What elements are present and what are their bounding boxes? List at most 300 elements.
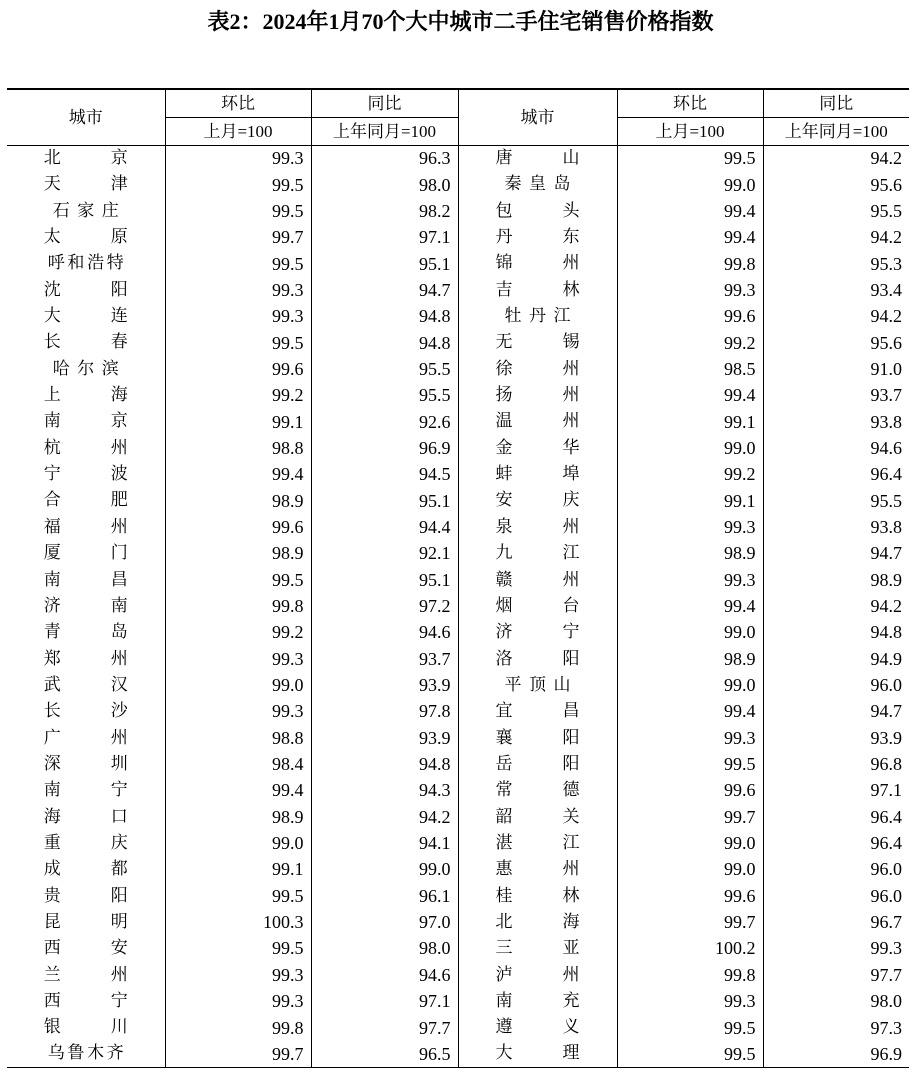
city-cell: [7, 935, 165, 961]
yoy-index: 94.7: [763, 698, 909, 724]
city-cell: [458, 435, 617, 461]
yoy-index: 98.9: [763, 567, 909, 593]
city-name-char: 秦: [504, 174, 522, 195]
mom-index: 99.8: [165, 1014, 311, 1040]
yoy-index: 93.7: [311, 646, 458, 672]
table-row: [7, 408, 909, 434]
city-name-char: 南: [495, 991, 513, 1011]
yoy-index: 97.2: [311, 593, 458, 619]
city-name-char: 贵: [43, 885, 61, 906]
mom-index: 99.7: [165, 224, 311, 250]
city-cell: [7, 1041, 165, 1067]
mom-index: 99.3: [165, 646, 311, 672]
city-cell: [7, 145, 165, 171]
city-name-char: 海: [43, 806, 61, 827]
city-cell: [7, 224, 165, 250]
yoy-index: 93.9: [311, 725, 458, 751]
city-name: [496, 940, 580, 957]
mom-index: 99.3: [165, 303, 311, 329]
city-name-char: 安: [495, 490, 513, 511]
city-name-char: 惠: [495, 859, 513, 880]
yoy-index: 96.0: [763, 883, 909, 909]
city-cell: [7, 698, 165, 724]
city-name: [505, 176, 571, 193]
city-name: [495, 437, 580, 458]
mom-index: 99.7: [617, 804, 763, 830]
city-cell: [7, 408, 165, 434]
city-cell: [458, 883, 617, 909]
city-cell: [7, 250, 165, 276]
yoy-index: 94.8: [311, 303, 458, 329]
city-name-char: 江: [553, 306, 571, 327]
yoy-index: 96.8: [763, 751, 909, 777]
city-cell: [7, 830, 165, 856]
table-row: [7, 698, 909, 724]
city-cell: [458, 145, 617, 171]
mom-index: 99.4: [617, 382, 763, 408]
city-name: [43, 727, 128, 748]
city-name-char: 家: [77, 200, 95, 221]
city-name-char: 徐: [495, 358, 513, 379]
mom-index: 98.9: [617, 646, 763, 672]
yoy-index: 94.5: [311, 461, 458, 487]
city-name: [496, 545, 580, 562]
city-name-char: 和: [67, 253, 85, 274]
city-name-char: 关: [562, 806, 580, 827]
table-row: [7, 171, 909, 197]
mom-index: 99.1: [165, 856, 311, 882]
city-name: [48, 255, 124, 272]
city-cell: [458, 988, 617, 1014]
city-name-char: 沈: [43, 279, 61, 300]
city-name: [44, 492, 128, 509]
city-name-char: 州: [562, 253, 580, 274]
city-name-char: 江: [562, 832, 580, 853]
yoy-index: 95.3: [763, 250, 909, 276]
table-row: [7, 1041, 909, 1067]
city-name-char: 州: [562, 964, 580, 985]
city-cell: [458, 329, 617, 355]
table-row: [7, 725, 909, 751]
city-name-char: 昌: [110, 569, 128, 590]
city-name-char: 京: [110, 148, 128, 169]
city-name: [43, 832, 128, 853]
mom-index: 99.5: [165, 198, 311, 224]
city-name-char: 阳: [562, 727, 580, 748]
yoy-index: 96.9: [763, 1041, 909, 1067]
city-cell: [458, 408, 617, 434]
city-name-char: 锦: [495, 253, 513, 274]
city-name-char: 州: [562, 516, 580, 537]
city-name-char: 顶: [529, 674, 546, 695]
mom-index: 98.9: [165, 540, 311, 566]
city-name-char: 兰: [43, 964, 61, 985]
table-row: [7, 962, 909, 988]
city-cell: [458, 250, 617, 276]
yoy-index: 95.5: [311, 382, 458, 408]
city-cell: [458, 935, 617, 961]
yoy-index: 98.0: [763, 988, 909, 1014]
table-row: [7, 514, 909, 540]
mom-index: 99.3: [617, 514, 763, 540]
mom-index: 99.5: [165, 883, 311, 909]
yoy-index: 95.5: [763, 198, 909, 224]
city-name-char: 埠: [562, 464, 580, 485]
mom-index: 99.2: [165, 382, 311, 408]
city-name: [495, 727, 580, 748]
city-cell: [7, 962, 165, 988]
city-name-char: 南: [43, 780, 61, 801]
yoy-index: 94.1: [311, 830, 458, 856]
table-row: [7, 487, 909, 513]
table-row: [7, 329, 909, 355]
city-cell: [7, 567, 165, 593]
yoy-index: 95.1: [311, 567, 458, 593]
city-cell: [7, 487, 165, 513]
mom-index: 99.1: [165, 408, 311, 434]
city-name-char: 岳: [495, 753, 513, 774]
mom-index: 99.3: [165, 962, 311, 988]
city-name-char: 州: [110, 437, 128, 458]
mom-index: 99.5: [617, 751, 763, 777]
city-name-char: 唐: [495, 148, 513, 169]
city-name-char: 连: [110, 306, 128, 327]
yoy-index: 95.5: [311, 356, 458, 382]
city-name: [43, 964, 128, 985]
yoy-index: 96.4: [763, 461, 909, 487]
city-cell: [7, 1014, 165, 1040]
yoy-index: 96.3: [311, 145, 458, 171]
city-cell: [458, 672, 617, 698]
city-header: 城市: [7, 89, 165, 145]
city-name-char: 西: [43, 938, 61, 959]
yoy-index: 95.6: [763, 329, 909, 355]
city-cell: [458, 461, 617, 487]
yoy-index: 96.0: [763, 856, 909, 882]
city-name-char: 庄: [101, 200, 119, 221]
yoy-index: 97.1: [311, 988, 458, 1014]
table-row: [7, 435, 909, 461]
city-name-char: 阳: [110, 885, 128, 906]
city-name-char: 常: [495, 780, 513, 801]
city-name-char: 昆: [43, 911, 61, 932]
city-cell: [458, 830, 617, 856]
city-name-char: 阳: [562, 753, 580, 774]
city-name-char: 东: [562, 227, 580, 248]
city-name: [44, 703, 128, 720]
city-name-char: 武: [43, 674, 61, 695]
city-name-char: 津: [110, 174, 128, 195]
city-cell: [7, 725, 165, 751]
city-name: [495, 964, 580, 985]
yoy-index: 94.4: [311, 514, 458, 540]
yoy-index: 97.7: [763, 962, 909, 988]
mom-index: 99.5: [165, 171, 311, 197]
city-cell: [458, 777, 617, 803]
city-name: [44, 413, 128, 430]
city-name-char: 理: [562, 1043, 580, 1064]
city-name-char: 合: [43, 490, 61, 511]
city-name-char: 深: [43, 753, 61, 774]
city-cell: [458, 1014, 617, 1040]
city-name-char: 春: [110, 332, 128, 353]
city-name-char: 州: [562, 411, 580, 432]
yoy-index: 95.5: [763, 487, 909, 513]
city-cell: [7, 909, 165, 935]
table-row: [7, 540, 909, 566]
city-name-char: 北: [43, 148, 61, 169]
city-name-char: 厦: [43, 543, 61, 564]
city-name-char: 尔: [77, 358, 95, 379]
city-name-char: 扬: [495, 385, 513, 406]
table-row: [7, 883, 909, 909]
city-name-char: 无: [495, 332, 513, 353]
city-name-char: 安: [110, 938, 128, 959]
mom-index: 99.3: [617, 277, 763, 303]
city-cell: [458, 698, 617, 724]
city-cell: [7, 804, 165, 830]
city-cell: [7, 277, 165, 303]
city-name-char: 南: [43, 411, 61, 432]
city-name: [495, 358, 580, 379]
mom-index: 99.6: [165, 514, 311, 540]
city-cell: [458, 356, 617, 382]
mom-index: 99.6: [617, 777, 763, 803]
city-name: [495, 595, 580, 616]
city-cell: [7, 593, 165, 619]
city-cell: [458, 751, 617, 777]
table-row: [7, 461, 909, 487]
city-cell: [7, 461, 165, 487]
city-name-char: 义: [562, 1017, 580, 1038]
city-name-char: 广: [43, 727, 61, 748]
yoy-index: 94.2: [763, 593, 909, 619]
mom-index: 99.0: [617, 619, 763, 645]
city-cell: [458, 909, 617, 935]
yoy-index: 94.6: [311, 619, 458, 645]
city-cell: [458, 619, 617, 645]
table-row: [7, 619, 909, 645]
city-name-char: 林: [562, 279, 580, 300]
yoy-index: 97.8: [311, 698, 458, 724]
mom-index: 99.2: [617, 329, 763, 355]
city-name-char: 太: [43, 227, 61, 248]
city-cell: [458, 567, 617, 593]
yoy-index: 96.4: [763, 804, 909, 830]
city-name-char: 福: [43, 516, 61, 537]
city-name-char: 充: [562, 991, 580, 1011]
city-name-char: 州: [562, 358, 580, 379]
city-cell: [7, 171, 165, 197]
mom-header: 环比: [617, 89, 763, 117]
city-name: [496, 387, 580, 404]
city-name-char: 浩: [87, 253, 105, 274]
yoy-index: 93.8: [763, 514, 909, 540]
city-name: [496, 1019, 580, 1036]
table-row: [7, 856, 909, 882]
city-name: [44, 624, 128, 641]
yoy-index: 96.7: [763, 909, 909, 935]
city-name-char: 庆: [110, 832, 128, 853]
table-row: [7, 830, 909, 856]
city-cell: [7, 303, 165, 329]
city-name: [52, 358, 119, 379]
header-row-index-type: [7, 89, 909, 117]
city-name-char: 桂: [495, 885, 513, 906]
city-name-char: 济: [43, 595, 61, 616]
mom-index: 99.0: [165, 830, 311, 856]
table-row: [7, 593, 909, 619]
yoy-index: 93.9: [311, 672, 458, 698]
city-cell: [7, 672, 165, 698]
city-name-char: 金: [495, 437, 513, 458]
city-cell: [7, 619, 165, 645]
city-name-char: 韶: [495, 806, 513, 827]
city-name: [44, 387, 128, 404]
table-body: [7, 145, 909, 1067]
city-name-char: 州: [110, 727, 128, 748]
city-name-char: 鲁: [67, 1043, 85, 1064]
yoy-index: 94.2: [763, 224, 909, 250]
mom-index: 98.9: [165, 487, 311, 513]
yoy-base-header: 上年同月=100: [311, 117, 458, 145]
yoy-index: 96.4: [763, 830, 909, 856]
city-name-char: 州: [562, 859, 580, 880]
city-name-char: 杭: [43, 437, 61, 458]
table-row: [7, 567, 909, 593]
city-cell: [458, 804, 617, 830]
city-name-char: 宜: [495, 701, 513, 722]
city-name-char: 丹: [495, 227, 513, 248]
city-name: [495, 648, 580, 669]
city-name-char: 海: [562, 911, 580, 932]
table-row: [7, 646, 909, 672]
city-name: [496, 492, 580, 509]
city-name-char: 岛: [553, 174, 571, 195]
yoy-header: 同比: [311, 89, 458, 117]
city-name-char: 牡: [504, 306, 522, 327]
yoy-index: 94.7: [311, 277, 458, 303]
price-index-table: [7, 88, 909, 1068]
city-cell: [7, 514, 165, 540]
city-name-char: 沙: [110, 701, 128, 722]
city-name-char: 长: [43, 701, 61, 722]
mom-index: 99.7: [165, 1041, 311, 1067]
table-header: [7, 89, 909, 145]
mom-index: 99.0: [617, 171, 763, 197]
city-name: [48, 1045, 124, 1062]
city-name: [44, 229, 128, 246]
city-cell: [458, 646, 617, 672]
city-name-char: 特: [106, 253, 124, 274]
city-cell: [458, 514, 617, 540]
city-cell: [458, 593, 617, 619]
city-name-char: 阳: [562, 648, 580, 669]
city-name: [504, 674, 571, 695]
table-row: [7, 277, 909, 303]
city-name-char: 州: [110, 516, 128, 537]
city-name-char: 滨: [101, 358, 119, 379]
table-row: [7, 224, 909, 250]
city-cell: [458, 277, 617, 303]
mom-base-header: 上月=100: [617, 117, 763, 145]
yoy-index: 94.8: [311, 751, 458, 777]
city-name-char: 西: [43, 991, 61, 1011]
city-name-char: 州: [110, 648, 128, 669]
city-name: [496, 334, 580, 351]
city-name: [496, 413, 580, 430]
city-cell: [7, 751, 165, 777]
city-name-char: 台: [562, 595, 580, 616]
mom-index: 100.3: [165, 909, 311, 935]
city-name: [43, 595, 128, 616]
city-name-char: 阳: [110, 279, 128, 300]
city-name: [43, 279, 128, 300]
city-name-char: 济: [495, 622, 513, 643]
city-cell: [458, 540, 617, 566]
table-row: [7, 909, 909, 935]
mom-index: 99.3: [617, 988, 763, 1014]
city-name: [44, 334, 128, 351]
city-name-char: 昌: [562, 701, 580, 722]
mom-index: 99.0: [617, 435, 763, 461]
table-row: [7, 751, 909, 777]
city-cell: [7, 435, 165, 461]
city-name: [44, 940, 128, 957]
table-row: [7, 250, 909, 276]
mom-index: 99.3: [165, 277, 311, 303]
city-name-char: 德: [562, 780, 580, 801]
mom-index: 99.0: [617, 856, 763, 882]
yoy-index: 94.7: [763, 540, 909, 566]
city-cell: [7, 856, 165, 882]
table-row: [7, 672, 909, 698]
city-name-char: 南: [110, 595, 128, 616]
city-name-char: 宁: [110, 991, 128, 1011]
mom-index: 99.3: [165, 988, 311, 1014]
city-name-char: 庆: [562, 490, 580, 511]
city-name-char: 赣: [495, 569, 513, 590]
city-cell: [7, 540, 165, 566]
table-row: [7, 804, 909, 830]
city-name-char: 上: [43, 385, 61, 406]
mom-index: 99.5: [165, 567, 311, 593]
yoy-index: 91.0: [763, 356, 909, 382]
yoy-index: 94.6: [311, 962, 458, 988]
city-name-char: 青: [43, 622, 61, 643]
city-name: [496, 255, 580, 272]
city-name: [496, 150, 580, 167]
city-name: [44, 466, 128, 483]
mom-index: 99.4: [165, 777, 311, 803]
city-name-char: 华: [562, 437, 580, 458]
yoy-index: 97.1: [311, 224, 458, 250]
city-name: [43, 885, 128, 906]
mom-index: 99.4: [165, 461, 311, 487]
city-name-char: 蚌: [495, 464, 513, 485]
mom-index: 99.2: [617, 461, 763, 487]
table-title: 表2：2024年1月70个大中城市二手住宅销售价格指数: [207, 9, 714, 34]
city-name-char: 头: [562, 200, 580, 221]
city-name-char: 林: [562, 885, 580, 906]
mom-index: 100.2: [617, 935, 763, 961]
city-cell: [458, 198, 617, 224]
city-name: [43, 753, 128, 774]
city-name-char: 京: [110, 411, 128, 432]
yoy-header: 同比: [763, 89, 909, 117]
yoy-index: 93.7: [763, 382, 909, 408]
city-name-char: 大: [495, 1043, 513, 1064]
